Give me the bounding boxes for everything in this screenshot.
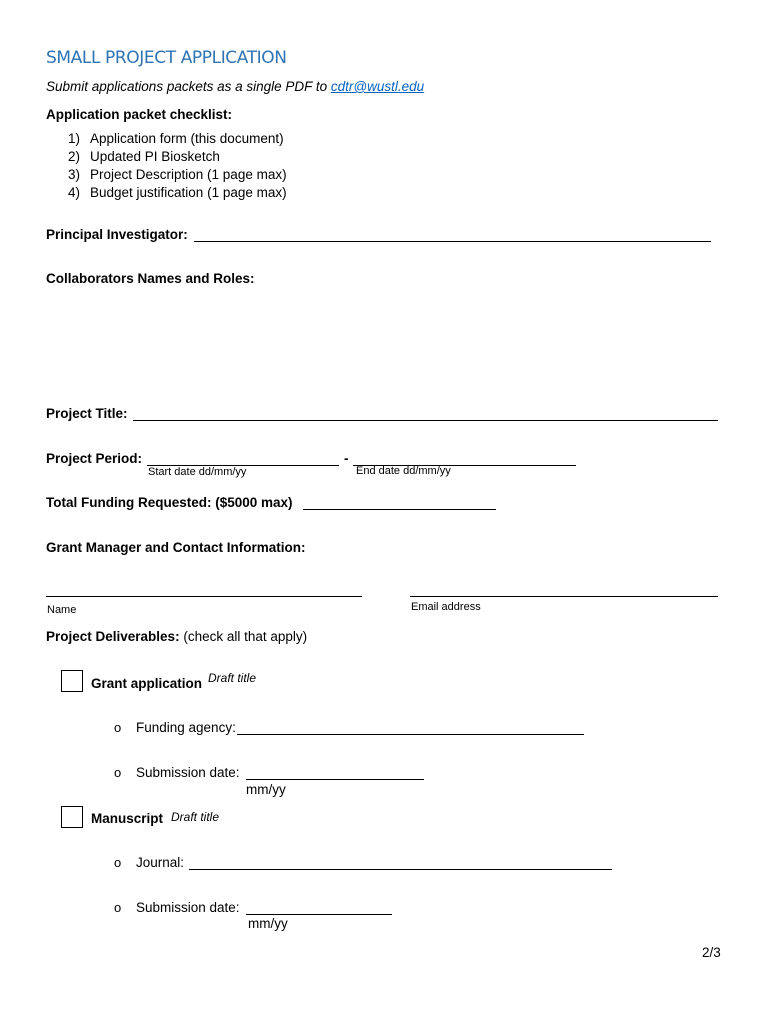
- submission-instructions: [46, 79, 424, 94]
- list-number: 4): [68, 185, 81, 200]
- grant-application-label: Grant application: [91, 676, 203, 691]
- project-title-label: Project Title:: [46, 406, 128, 421]
- funding-label: Total Funding Requested: ($5000 max): [46, 495, 293, 510]
- list-number: 2): [68, 149, 81, 164]
- list-number: 3): [68, 167, 81, 182]
- deliverables-heading: [46, 629, 307, 644]
- pi-label: Principal Investigator:: [46, 227, 188, 242]
- manuscript-label: Manuscript: [91, 811, 164, 826]
- grant-submission-date-field[interactable]: [246, 779, 424, 780]
- manuscript-submission-date-field[interactable]: [246, 914, 392, 915]
- grant-manager-email-field[interactable]: [410, 596, 718, 597]
- page-title: SMALL PROJECT APPLICATION: [46, 48, 287, 68]
- manuscript-draft-title-hint: Draft title: [171, 810, 220, 824]
- list-text: Project Description (1 page max): [90, 167, 287, 182]
- bullet-icon: o: [114, 855, 122, 870]
- grant-application-checkbox[interactable]: [61, 670, 83, 692]
- instructions-text: Submit applications packets as a single PDF to: [46, 79, 331, 94]
- journal-label: Journal:: [136, 855, 185, 870]
- pi-field[interactable]: [194, 241, 711, 242]
- manuscript-date-hint: mm/yy: [248, 916, 288, 931]
- list-text: Budget justification (1 page max): [90, 185, 287, 200]
- list-item: [68, 148, 287, 166]
- end-date-hint: End date dd/mm/yy: [356, 465, 451, 477]
- manuscript-checkbox[interactable]: [61, 806, 83, 828]
- grant-manager-name-field[interactable]: [46, 596, 362, 597]
- grant-submission-date-label: Submission date:: [136, 765, 240, 780]
- grant-manager-label: Grant Manager and Contact Information:: [46, 540, 306, 555]
- funding-agency-label: Funding agency:: [136, 720, 236, 735]
- funding-field[interactable]: [303, 509, 496, 510]
- project-title-field[interactable]: [133, 420, 718, 421]
- list-text: Updated PI Biosketch: [90, 149, 220, 164]
- name-hint: Name: [47, 604, 77, 616]
- page-number: 2/3: [702, 945, 721, 960]
- collaborators-label: Collaborators Names and Roles:: [46, 271, 255, 286]
- checklist: [68, 130, 287, 202]
- list-item: [68, 166, 287, 184]
- bullet-icon: o: [114, 900, 122, 915]
- grant-date-hint: mm/yy: [246, 782, 286, 797]
- collaborators-field[interactable]: [46, 292, 716, 392]
- start-date-hint: Start date dd/mm/yy: [148, 466, 247, 478]
- list-item: [68, 130, 287, 148]
- deliverables-label: Project Deliverables:: [46, 629, 180, 644]
- period-dash: -: [344, 451, 349, 466]
- project-period-label: Project Period:: [46, 451, 143, 466]
- funding-agency-field[interactable]: [237, 734, 584, 735]
- list-item: [68, 184, 287, 202]
- manuscript-submission-date-label: Submission date:: [136, 900, 240, 915]
- deliverables-note: (check all that apply): [179, 629, 308, 644]
- email-link[interactable]: cdtr@wustl.edu: [330, 79, 425, 94]
- bullet-icon: o: [114, 765, 122, 780]
- list-text: Application form (this document): [90, 131, 284, 146]
- journal-field[interactable]: [189, 869, 612, 870]
- list-number: 1): [68, 131, 81, 146]
- bullet-icon: o: [114, 720, 122, 735]
- email-hint: Email address: [411, 601, 481, 613]
- grant-draft-title-hint: Draft title: [208, 671, 257, 685]
- checklist-heading: Application packet checklist:: [46, 107, 233, 122]
